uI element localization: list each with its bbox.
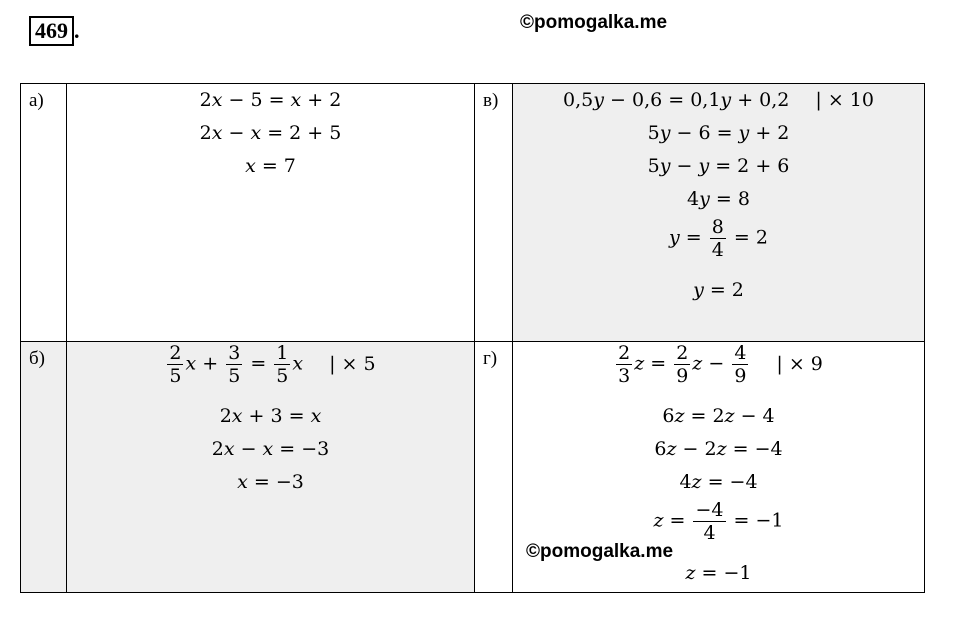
- label-a: а): [21, 84, 67, 342]
- eq-g-5: z = $\frac{-4}{4}$ = −1: [653, 499, 784, 544]
- solution-table: [20, 83, 925, 593]
- label-g: г): [475, 342, 513, 593]
- problem-number: [29, 16, 80, 46]
- multiplier-v: | × 10: [815, 89, 874, 111]
- fraction: $\frac{8}{4}$: [711, 216, 724, 261]
- eq-v-3: 5y − y = 2 + 6: [647, 155, 790, 177]
- cell-a: [67, 84, 475, 342]
- eq-b-3: 2x − x = −3: [211, 438, 330, 460]
- label-v: в): [475, 84, 513, 342]
- eq-v-4: 4y = 8: [687, 188, 750, 210]
- label-b: б): [21, 342, 67, 593]
- fraction: $\frac{2}{9}$: [676, 342, 689, 387]
- fraction: $\frac{-4}{4}$: [695, 499, 724, 544]
- cell-b: [67, 342, 475, 593]
- cell-v: [513, 84, 925, 342]
- eq-b-1: $\frac{2}{5}$ x + $\frac{3}{5}$ = $\frac{1}{5}$ x | × 5: [169, 342, 376, 387]
- eq-a-1: 2x − 5 = x + 2: [199, 89, 342, 111]
- fraction: $\frac{4}{9}$: [734, 342, 747, 387]
- fraction: $\frac{3}{5}$: [228, 342, 241, 387]
- problem-number-text: 469: [35, 18, 68, 43]
- multiplier-b: | × 5: [329, 352, 376, 375]
- eq-b-2: 2x + 3 = x: [219, 405, 322, 427]
- eq-v-2: 5y − 6 = y + 2: [647, 122, 790, 144]
- eq-g-4: 4z = −4: [679, 471, 758, 493]
- eq-a-2: 2x − x = 2 + 5: [199, 122, 342, 144]
- watermark-bottom: ©pomogalka.me: [526, 541, 674, 562]
- eq-v-6: y = 2: [693, 279, 744, 301]
- eq-a-3: x = 7: [245, 155, 296, 177]
- eq-g-6: z = −1: [685, 562, 752, 584]
- eq-v-1: 0,5y − 0,6 = 0,1y + 0,2 | × 10: [563, 89, 874, 111]
- eq-g-2: 6z = 2z − 4: [662, 405, 775, 427]
- multiplier-g: | × 9: [776, 352, 823, 375]
- watermark-top: ©pomogalka.me: [520, 12, 668, 33]
- fraction: $\frac{1}{5}$: [276, 342, 289, 387]
- eq-g-1: $\frac{2}{3}$ z = $\frac{2}{9}$ z − $\frac{4}{9}$ | × 9: [618, 342, 823, 387]
- eq-g-3: 6z − 2z = −4: [654, 438, 783, 460]
- eq-v-5: y = $\frac{8}{4}$ = 2: [669, 216, 768, 261]
- eq-b-4: x = −3: [237, 471, 304, 493]
- fraction: $\frac{2}{5}$: [169, 342, 182, 387]
- fraction: $\frac{2}{3}$: [618, 342, 631, 387]
- problem-number-dot: .: [74, 18, 80, 43]
